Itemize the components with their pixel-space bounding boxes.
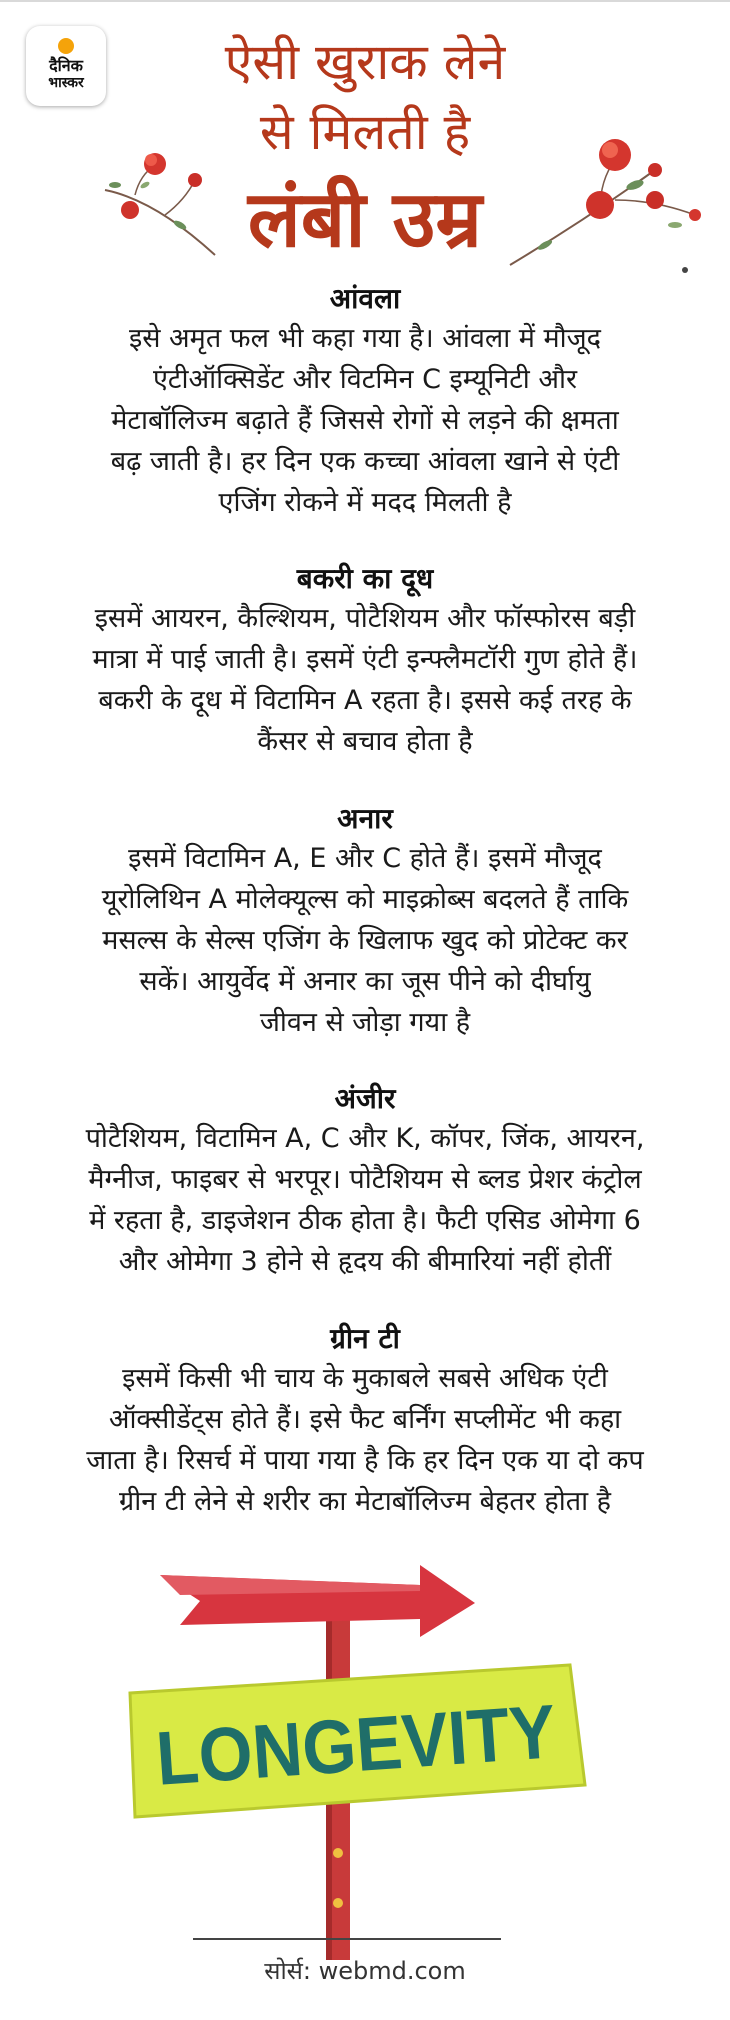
section-line: इसमें किसी भी चाय के मुकाबले सबसे अधिक एंटी xyxy=(122,1363,608,1394)
section-green-tea xyxy=(22,1320,708,1522)
source-credit: सोर्स: webmd.com xyxy=(264,1957,466,1985)
section-line: मसल्स के सेल्स एजिंग के खिलाफ खुद को प्रोटेक्ट कर xyxy=(102,925,628,956)
logo-line-1: दैनिक xyxy=(49,56,83,75)
flower-right-icon xyxy=(505,130,715,280)
top-divider xyxy=(0,0,730,2)
section-line: जीवन से जोड़ा गया है xyxy=(259,1007,471,1038)
section-line: और ओमेगा 3 होने से हृदय की बीमारियां नहीं होतीं xyxy=(118,1246,612,1277)
post-star-1 xyxy=(333,1848,343,1858)
headline-line-1: ऐसी खुराक लेने xyxy=(224,33,506,91)
section-fig xyxy=(22,1080,708,1282)
section-line: यूरोलिथिन A मोलेक्यूल्स को माइक्रोब्स बदलते हैं ताकि xyxy=(101,884,629,915)
headline-line-3: लंबी उम्र xyxy=(247,175,483,265)
flower-left-icon xyxy=(95,140,225,260)
section-line: जाता है। रिसर्च में पाया गया है कि हर दिन एक या दो कप xyxy=(86,1445,644,1476)
section-amla xyxy=(22,280,708,523)
section-line: बढ़ जाती है। हर दिन एक कच्चा आंवला खाने से एंटी xyxy=(110,446,620,477)
section-title: अनार xyxy=(337,802,393,835)
headline-line-2: से मिलती है xyxy=(259,103,471,161)
section-line: पोटैशियम, विटामिन A, C और K, कॉपर, जिंक, आयरन, xyxy=(85,1123,645,1154)
section-line: इसे अमृत फल भी कहा गया है। आंवला में मौजूद xyxy=(128,323,602,354)
section-title: ग्रीन टी xyxy=(330,1322,400,1355)
section-line: एंटीऑक्सिडेंट और विटमिन C इम्यूनिटी और xyxy=(152,364,578,395)
arrow-sign xyxy=(160,1565,475,1637)
section-line: मैग्नीज, फाइबर से भरपूर। पोटैशियम से ब्लड प्रेशर कंट्रोल xyxy=(88,1164,642,1195)
section-line: इसमें विटामिन A, E और C होते हैं। इसमें मौजूद xyxy=(128,843,602,874)
section-line: ऑक्सीडेंट्स होते हैं। इसे फैट बर्निंग सप्लीमेंट भी कहा xyxy=(108,1404,622,1435)
section-title: अंजीर xyxy=(334,1082,396,1115)
section-line: कैंसर से बचाव होता है xyxy=(257,726,473,757)
section-title: बकरी का दूध xyxy=(296,562,434,595)
section-line: बकरी के दूध में विटामिन A रहता है। इससे कई तरह के xyxy=(98,685,632,716)
logo-line-2: भास्कर xyxy=(48,75,84,91)
section-pomegranate xyxy=(22,800,708,1043)
section-line: एजिंग रोकने में मदद मिलती है xyxy=(218,487,512,518)
post-star-2 xyxy=(333,1898,343,1908)
section-line: ग्रीन टी लेने से शरीर का मेटाबॉलिज्म बेहतर होता है xyxy=(118,1486,612,1517)
section-line: इसमें आयरन, कैल्शियम, पोटैशियम और फॉस्फोरस बड़ी xyxy=(94,603,636,634)
bottom-divider xyxy=(193,1938,501,1940)
section-line: मेटाबॉलिज्म बढ़ाते हैं जिससे रोगों से लड़ने की क्षमता xyxy=(111,405,619,436)
section-line: सकें। आयुर्वेद में अनार का जूस पीने को दीर्घायु xyxy=(139,966,591,997)
section-goat-milk xyxy=(22,560,708,762)
section-line: मात्रा में पाई जाती है। इसमें एंटी इन्फ्लैमटॉरी गुण होते हैं। xyxy=(92,644,638,675)
section-line: में रहता है, डाइजेशन ठीक होता है। फैटी एसिड ओमेगा 6 xyxy=(89,1205,641,1236)
section-title: आंवला xyxy=(329,282,401,315)
sign-text: LONGEVITY xyxy=(153,1686,598,1802)
longevity-sign-illustration xyxy=(120,1565,600,1960)
